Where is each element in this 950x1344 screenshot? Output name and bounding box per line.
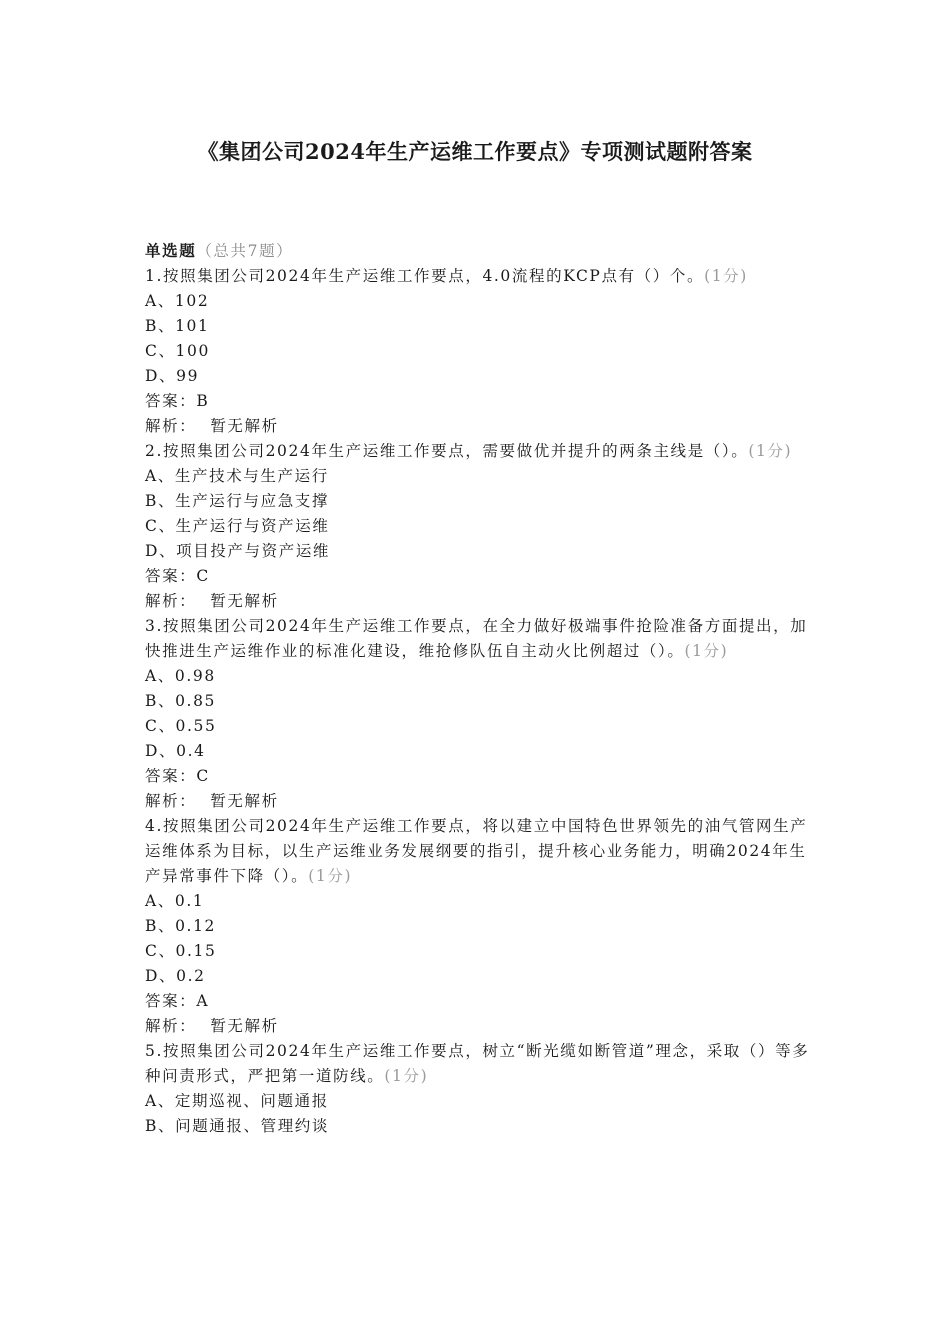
question-number: 4. [145,817,163,835]
question-text: 按照集团公司2024年生产运维工作要点，将以建立中国特色世界领先的油气管网生产运维体系为目标，以生产运维业务发展纲要的指引，提升核心业务能力，明确2024年生产异常事件下降（）。 [145,817,808,885]
analysis-line [145,789,815,814]
option-a: A、0.98 [145,667,216,685]
question-1 [145,264,815,439]
question-list [145,238,815,1139]
option-b: B、101 [145,317,210,335]
answer-label: 答案： [145,567,197,585]
option-c: C、0.15 [145,942,217,960]
question-text: 按照集团公司2024年生产运维工作要点，需要做优并提升的两条主线是（）。 [163,442,749,460]
answer-line [145,564,815,589]
question-3 [145,614,815,814]
analysis-label: 解析： [145,592,197,610]
question-2 [145,439,815,614]
question-score: (1分) [684,642,729,660]
answer-line [145,989,815,1014]
question-stem [145,264,815,289]
analysis-label: 解析： [145,417,197,435]
question-score: (1分) [308,867,353,885]
analysis-value: 暂无解析 [210,417,279,435]
answer-value: B [196,392,210,410]
answer-value: C [196,567,210,585]
answer-line [145,764,815,789]
answer-line [145,389,815,414]
option-a: A、0.1 [145,892,205,910]
option-d: D、99 [145,367,200,385]
option-a: A、生产技术与生产运行 [145,467,329,485]
option-b: B、0.12 [145,917,217,935]
analysis-value: 暂无解析 [210,592,279,610]
answer-value: A [196,992,210,1010]
question-stem [145,814,815,889]
analysis-label: 解析： [145,792,197,810]
analysis-line [145,414,815,439]
document-title: 《集团公司2024年生产运维工作要点》专项测试题附答案 [197,139,753,164]
analysis-label: 解析： [145,1017,197,1035]
question-number: 5. [145,1042,163,1060]
option-d: D、0.4 [145,742,206,760]
analysis-line [145,589,815,614]
section-heading: 单选题 [145,241,197,260]
option-c: C、100 [145,342,210,360]
section-heading-line [145,238,815,264]
analysis-line [145,1014,815,1039]
question-number: 1. [145,267,163,285]
option-b: B、0.85 [145,692,217,710]
question-score: (1分) [748,442,793,460]
question-4 [145,814,815,1039]
option-c: C、生产运行与资产运维 [145,517,330,535]
question-text: 按照集团公司2024年生产运维工作要点，树立“断光缆如断管道”理念，采取（）等多种问责形式，严把第一道防线。 [145,1042,810,1085]
question-text: 按照集团公司2024年生产运维工作要点，在全力做好极端事件抢险准备方面提出，加快推进生产运维作业的标准化建设，维抢修队伍自主动火比例超过（）。 [145,617,808,660]
answer-label: 答案： [145,392,197,410]
question-score: (1分) [384,1067,429,1085]
answer-value: C [196,767,210,785]
analysis-value: 暂无解析 [210,792,279,810]
option-a: A、102 [145,292,210,310]
option-b: B、生产运行与应急支撑 [145,492,329,510]
option-c: C、0.55 [145,717,217,735]
option-b: B、问题通报、管理约谈 [145,1117,329,1135]
question-stem [145,1039,815,1089]
question-text: 按照集团公司2024年生产运维工作要点，4.0流程的KCP点有（）个。 [163,267,705,285]
option-a: A、定期巡视、问题通报 [145,1092,329,1110]
question-number: 3. [145,617,163,635]
option-d: D、项目投产与资产运维 [145,542,331,560]
question-stem [145,439,815,464]
answer-label: 答案： [145,992,197,1010]
answer-label: 答案： [145,767,197,785]
question-number: 2. [145,442,163,460]
section-count: （总共7题） [196,242,294,260]
question-score: (1分) [704,267,748,285]
option-d: D、0.2 [145,967,206,985]
question-5 [145,1039,815,1139]
question-stem [145,614,815,664]
analysis-value: 暂无解析 [210,1017,279,1035]
